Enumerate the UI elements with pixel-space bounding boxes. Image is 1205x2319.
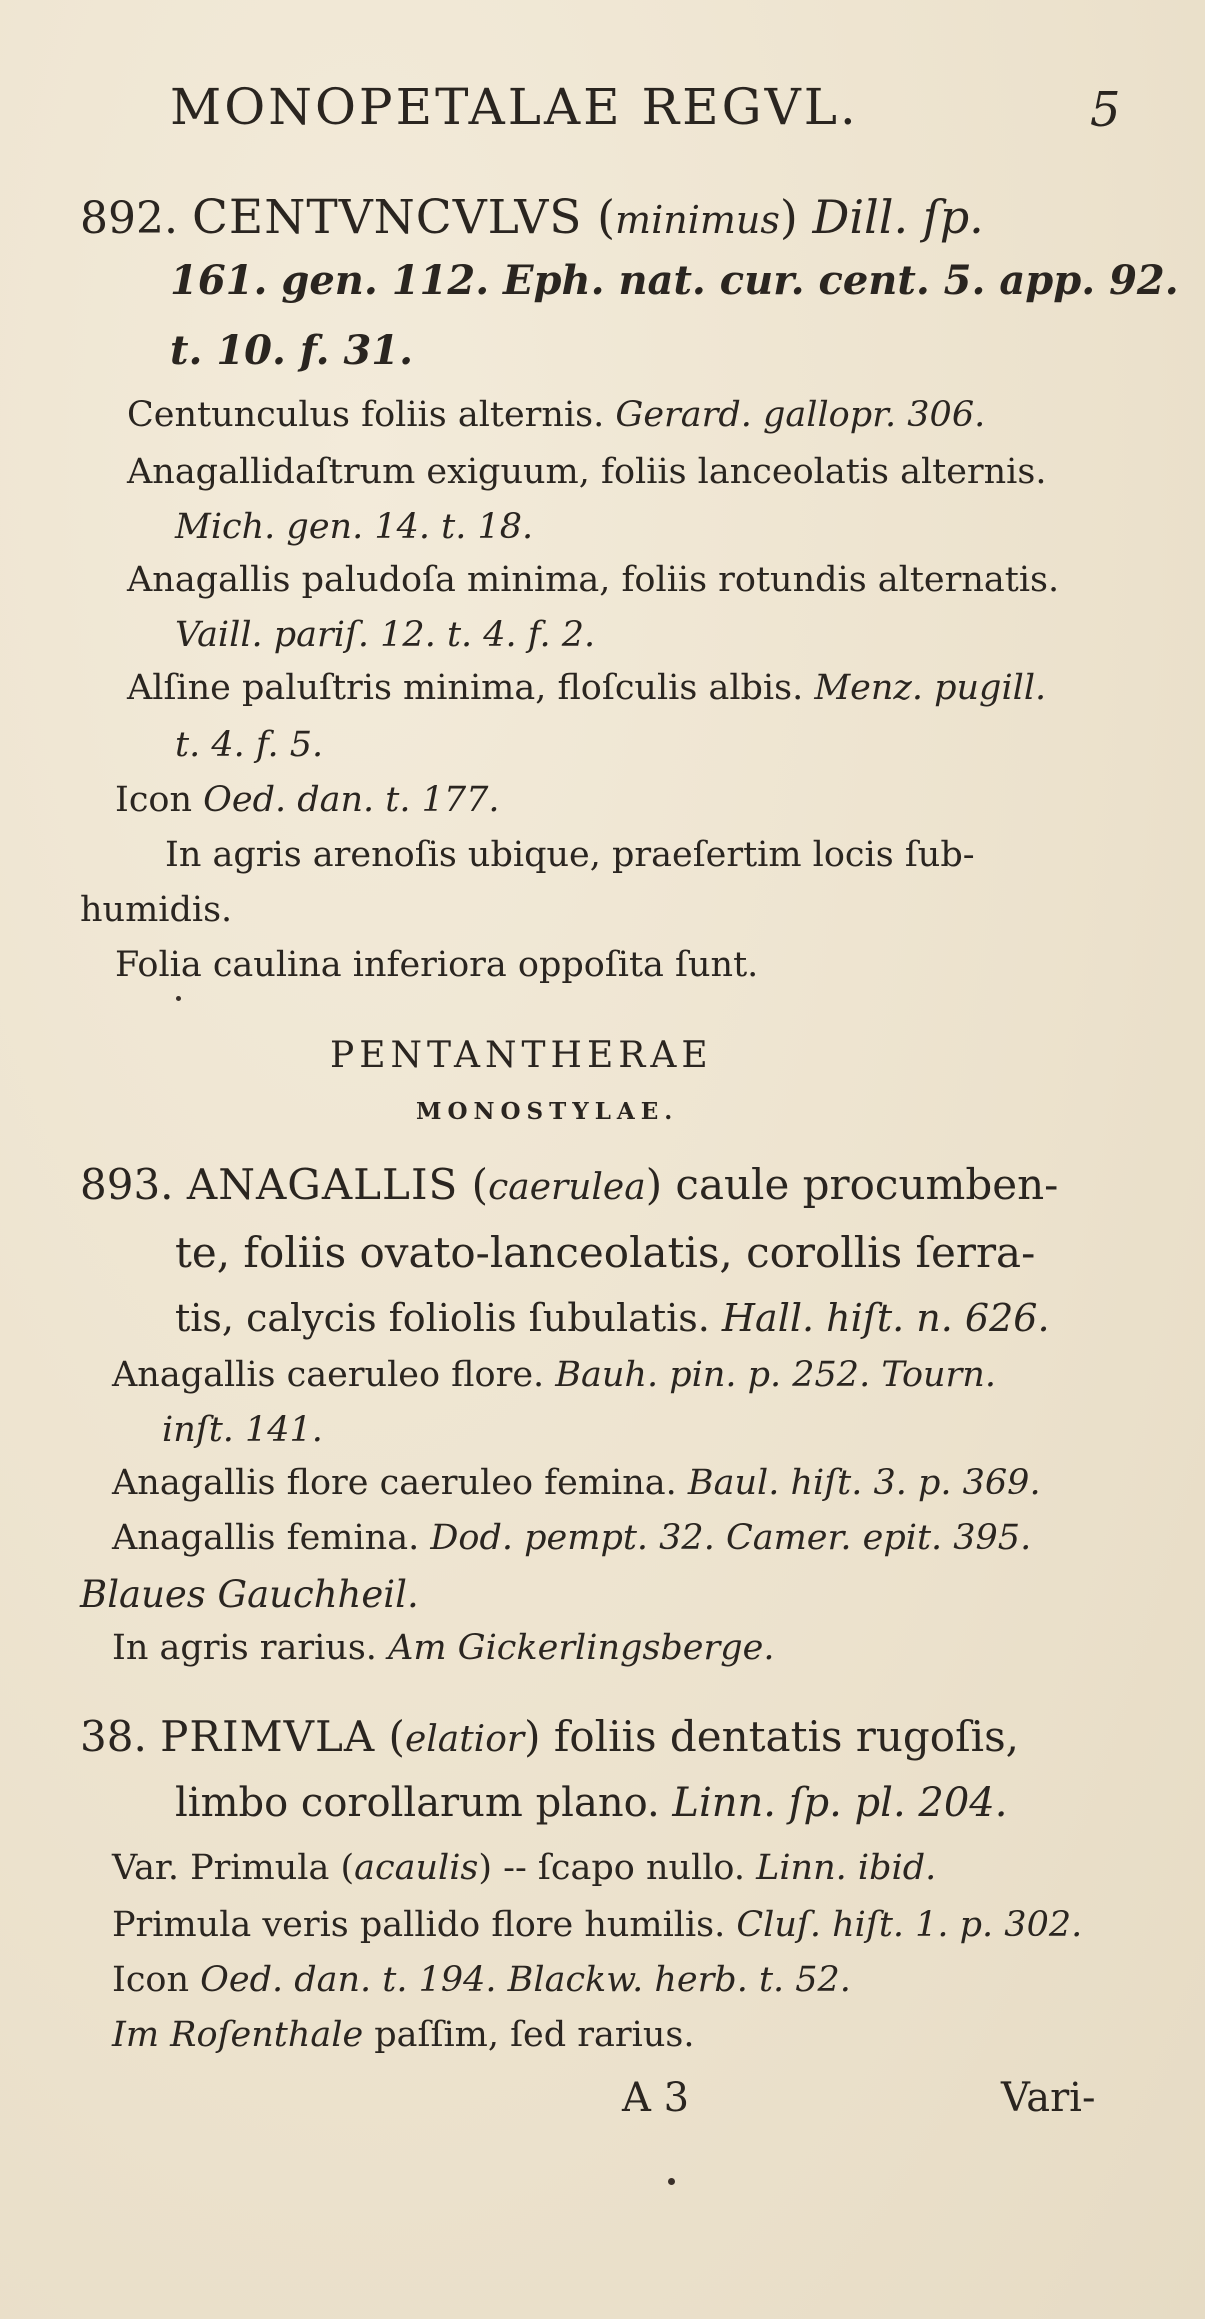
signature-mark: A 3 [622, 2075, 690, 2121]
entry-892-note: Folia caulina inferiora oppoſita ſunt. [115, 945, 759, 985]
entry-893-habitat: In agris rarius. Am Gickerlingsberge. [112, 1628, 775, 1668]
entry-892-heading: 892. CENTVNCVLVS (minimus) Dill. ſp. [80, 190, 984, 245]
entry-893-syn-2: Anagallis flore caeruleo femina. Baul. hiſt. 3. p. 369. [112, 1463, 1041, 1503]
ink-speck [176, 996, 181, 1001]
entry-38-variety: Var. Primula (acaulis) -- ſcapo nullo. Linn. ibid. [112, 1848, 937, 1888]
page-number: 5 [1090, 82, 1121, 138]
entry-892-syn-3-ref: Vaill. pariſ. 12. t. 4. f. 2. [175, 615, 596, 655]
section-title: PENTANTHERAE [330, 1035, 713, 1076]
entry-892-habitat-1: In agris arenoſis ubique, praeſertim locis ſub- [165, 835, 975, 875]
entry-892-syn-2-ref: Mich. gen. 14. t. 18. [175, 507, 534, 547]
entry-893-diag-2: te, foliis ovato-lanceolatis, corollis ſerra- [175, 1228, 1036, 1277]
section-subtitle: MONOSTYLAE. [416, 1098, 679, 1125]
entry-38-diag-2: limbo corollarum plano. Linn. ſp. pl. 204. [175, 1780, 1008, 1826]
entry-893-vernacular: Blaues Gauchheil. [80, 1573, 419, 1616]
entry-38-syn-1: Primula veris pallido flore humilis. Cluſ. hiſt. 1. p. 302. [112, 1905, 1083, 1945]
entry-892-habitat-2: humidis. [80, 890, 233, 930]
entry-892-syn-4-ref: t. 4. f. 5. [175, 725, 324, 765]
entry-892-icon: Icon Oed. dan. t. 177. [115, 780, 500, 820]
entry-38-habitat: Im Roſenthale paſſim, ſed rarius. [112, 2015, 695, 2055]
entry-893-syn-1-ref: inſt. 141. [162, 1410, 323, 1450]
entry-892-syn-2: Anagallidaſtrum exiguum, foliis lanceolatis alternis. [127, 452, 1047, 492]
entry-892-syn-4: Alſine paluſtris minima, floſculis albis. Menz. pugill. [127, 668, 1047, 708]
entry-893-syn-1: Anagallis caeruleo flore. Bauh. pin. p. 252. Tourn. [112, 1355, 996, 1395]
entry-38-icon: Icon Oed. dan. t. 194. Blackw. herb. t. 52. [112, 1960, 851, 2000]
entry-892-ref-1: 161. gen. 112. Eph. nat. cur. cent. 5. app. 92. [170, 257, 1179, 304]
entry-893-diag-3: tis, calycis foliolis ſubulatis. Hall. hiſt. n. 626. [175, 1296, 1050, 1340]
catchword: Vari- [1001, 2075, 1096, 2121]
entry-892-ref-2: t. 10. f. 31. [170, 327, 414, 374]
entry-892-syn-1: Centunculus foliis alternis. Gerard. gallopr. 306. [127, 395, 986, 435]
entry-892-syn-3: Anagallis paludoſa minima, foliis rotundis alternatis. [127, 560, 1060, 600]
running-title: MONOPETALAE REGVL. [170, 78, 859, 136]
entry-893-heading: 893. ANAGALLIS (caerulea) caule procumben- [80, 1160, 1059, 1209]
entry-893-syn-3: Anagallis femina. Dod. pempt. 32. Camer. epit. 395. [112, 1518, 1032, 1558]
ink-speck [668, 2178, 675, 2185]
entry-38-heading: 38. PRIMVLA (elatior) foliis dentatis rugoſis, [80, 1712, 1019, 1761]
